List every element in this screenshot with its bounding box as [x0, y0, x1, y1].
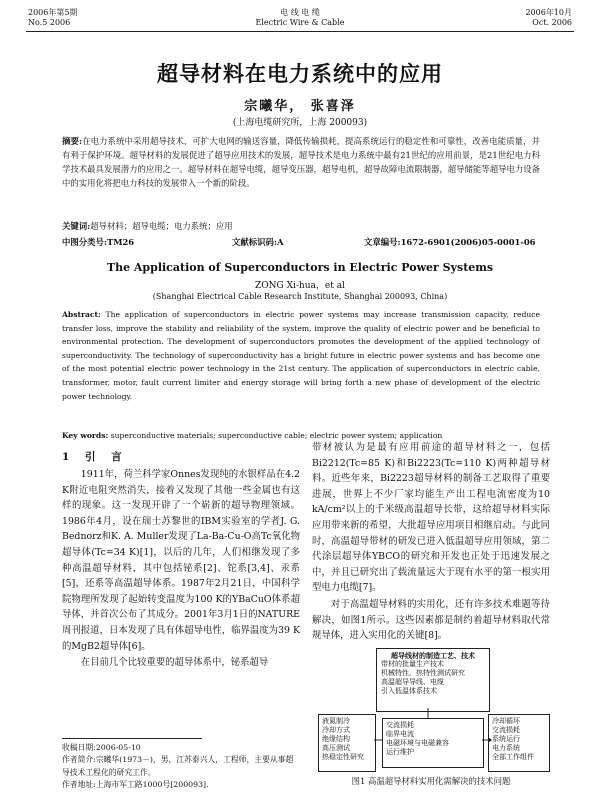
figure-center-box-item: 运行维护 — [386, 748, 414, 756]
figure-caption: 图1 高温超导材料实用化需解决的技术问题 — [351, 776, 511, 786]
figure-left-box-item: 液氮制冷 — [322, 717, 350, 725]
figure-right-box-item: 电力系统 — [492, 744, 520, 752]
abstract-en-text: The application of superconductors in electric power systems may increase transmission capacity, reduce transfer loss, improve the stability and reliability of the system, improve the quality of electric power and be beneficial to environmental protection. The development of superconductors promotes the development of the applied technology of superconductivity. The technology of superconductivity has a bright future in electric power systems and has become one of the most potential electric power technology in the 21st century. The application of superconductors in electric cable, transformer, motor, fault current limiter and energy storage will bring forth a new phase of development of the electric power technology. — [62, 310, 540, 401]
figure-center-box-item: 交流损耗 — [386, 721, 414, 729]
figure-right-box-item: 全部工作组件 — [492, 753, 534, 761]
arrow-head-icon — [488, 737, 492, 743]
authors-en: ZONG Xi-hua，et al — [255, 281, 345, 291]
figure-left-box-item: 热稳定性研究 — [322, 753, 364, 761]
figure-right-box-item: 冷却循环 — [492, 717, 520, 725]
figure-top-box-item: 带材的批量生产技术 — [381, 660, 444, 668]
figure-left-box-item: 冷却方式 — [322, 726, 350, 734]
journal-name-cn: 电 线 电 缆 — [280, 8, 320, 17]
body-paragraph: 对于高温超导材料的实用化，还有许多技术难题等待解决，如图1所示。这些因素都是制约着超导材料取代常规导体，进入实用化的关键[8]。 — [312, 598, 550, 642]
affiliation-en: (Shanghai Electrical Cable Research Institute, Shanghai 200093, China) — [152, 292, 448, 301]
footnote — [62, 742, 300, 792]
journal-name-en: Electric Wire & Cable — [255, 18, 345, 27]
keywords-cn-label: 关键词: — [62, 221, 91, 231]
figure-top-box-title: 超导线材的制造工艺、技术 — [391, 651, 475, 660]
date-cn: 2006年10月 — [525, 8, 572, 17]
figure-top-box-item: 高温超导导线、电缆 — [381, 678, 444, 686]
issue-en: No.5 2006 — [28, 18, 71, 27]
body-paragraph: 1911年，荷兰科学家Onnes发现纯的水银样品在4.2 K附近电阻突然消失，接着又发现了其他一些金属也有这样的现象。这一发现开辟了一个崭新的超导物理领域。1986年4月，设在瑞士苏黎世的IBM实验室的学者J. G. Bednorz和K. A. Muller发现了La-Ba-Cu-O高Tc氧化物超导体(Tc=34 K)[1]，以后的几年，人们相继发现了多种高温超导材料，其中包括铋系[2]、铊系[3,4]、汞系[5]，还系等高温超导体系。1987年2月21日，中国科学院物理所发现了起始转变温度为100 K的YBaCuO体系超导体，并首次公布了其成分。2001年3月1日的NATURE周刊报道，日本发现了具有体超导电性，临界温度为39 K的MgB2超导体[6]。 — [62, 469, 300, 652]
abstract-cn — [62, 134, 540, 190]
section-title: 引 言 — [84, 451, 128, 463]
document-code: 文献标识码:A — [232, 237, 284, 247]
figure-center-box-item: 电磁环境与电磁兼容 — [386, 739, 449, 747]
affiliation-cn: (上海电缆研究所，上海 200093) — [232, 118, 368, 128]
footnote-divider — [62, 738, 202, 739]
abstract-en — [62, 308, 540, 403]
figure-top-box-item: 机械特性、热特性测试研究 — [381, 669, 465, 677]
issue-cn: 2006年第5期 — [28, 8, 78, 17]
header-divider — [26, 31, 574, 32]
figure-right-box-item: 系统运行 — [492, 735, 520, 743]
paper-title-en: The Application of Superconductors in Electric Power Systems — [106, 261, 494, 274]
body-right-column — [312, 440, 550, 645]
section-number: 1 — [62, 451, 76, 463]
paper-title-cn: 超导材料在电力系统中的应用 — [157, 61, 443, 86]
author-address: 作者地址:上海市军工路1000号[200093]. — [62, 780, 209, 790]
received-date: 收稿日期:2006-05-10 — [62, 743, 141, 752]
journal-date — [525, 8, 572, 28]
figure-arrows — [318, 646, 550, 772]
abstract-cn-label: 摘要: — [62, 136, 83, 146]
keywords-en-text: superconductive materials; superconductive cable; electric power system; application — [110, 431, 443, 440]
figure-left-box-item: 高压测试 — [322, 744, 350, 752]
abstract-en-label: Abstract: — [62, 310, 101, 319]
keywords-cn-text: 超导材料；超导电缆；电力系统；应用 — [90, 221, 233, 231]
figure-1-diagram — [318, 646, 550, 772]
figure-right-box-item: 交流损耗 — [492, 726, 520, 734]
authors-cn: 宗曦华， 张喜泽 — [244, 99, 356, 114]
section-heading — [62, 449, 128, 464]
keywords-cn — [62, 220, 540, 232]
author-bio: 作者简介:宗曦华(1973－)，男，江苏泰兴人，工程师，主要从事超导技术工程化的研究工作。 — [62, 755, 294, 777]
figure-center-box-item: 临界电流 — [386, 730, 414, 738]
body-paragraph: 在目前几个比较重要的超导体系中，铋系超导 — [80, 657, 269, 669]
article-number: 文章编号:1672-6901(2006)05-0001-06 — [364, 237, 536, 247]
keywords-en-label: Key words: — [62, 431, 109, 440]
abstract-cn-text: 在电力系统中采用超导技术，可扩大电网的输送容量，降低传输损耗，提高系统运行的稳定性和可靠性，改善电能质量，并有利于保护环境。超导材料的发展促进了超导应用技术的发展，超导技术是电力系统中最有21世纪的应用前景，是21世纪电力科学技术最具发展潜力的应用之一。超导材料在超导电缆，超导变压器，超导电机，超导故障电流限制器，超导储能等超导电力设备中的实用化将把电力科技的发展带入一个新的阶段。 — [62, 136, 541, 188]
figure-top-box-item: 引入低温体系技术 — [381, 687, 437, 695]
body-paragraph: 带材被认为是最有应用前途的超导材料之一，包括Bi2212(Tc=85 K)和Bi2223(Tc=110 K)两种超导材料。近些年来，Bi2223超导材料的制备工艺取得了重要进展，世界上不少厂家均能生产出工程电流密度为10 kA/cm²以上的千米级高温超导长带，这给超导材料实际应用带来新的希望，大批超导应用项目相继启动。与此同时，高温超导带材的研发已进入低温超导应用领域，第二代涂层超导体YBCO的研究和开发也正处于迅速发展之中，并且已研究出了载流量远大于现有水平的第一根实用型电力电缆[7]。 — [312, 442, 550, 594]
date-en: Oct. 2006 — [532, 18, 572, 27]
clc-number: 中图分类号:TM26 — [62, 237, 135, 247]
journal-name — [0, 8, 600, 28]
body-left-column — [62, 467, 300, 672]
figure-left-box-item: 绝缘结构 — [322, 735, 350, 743]
